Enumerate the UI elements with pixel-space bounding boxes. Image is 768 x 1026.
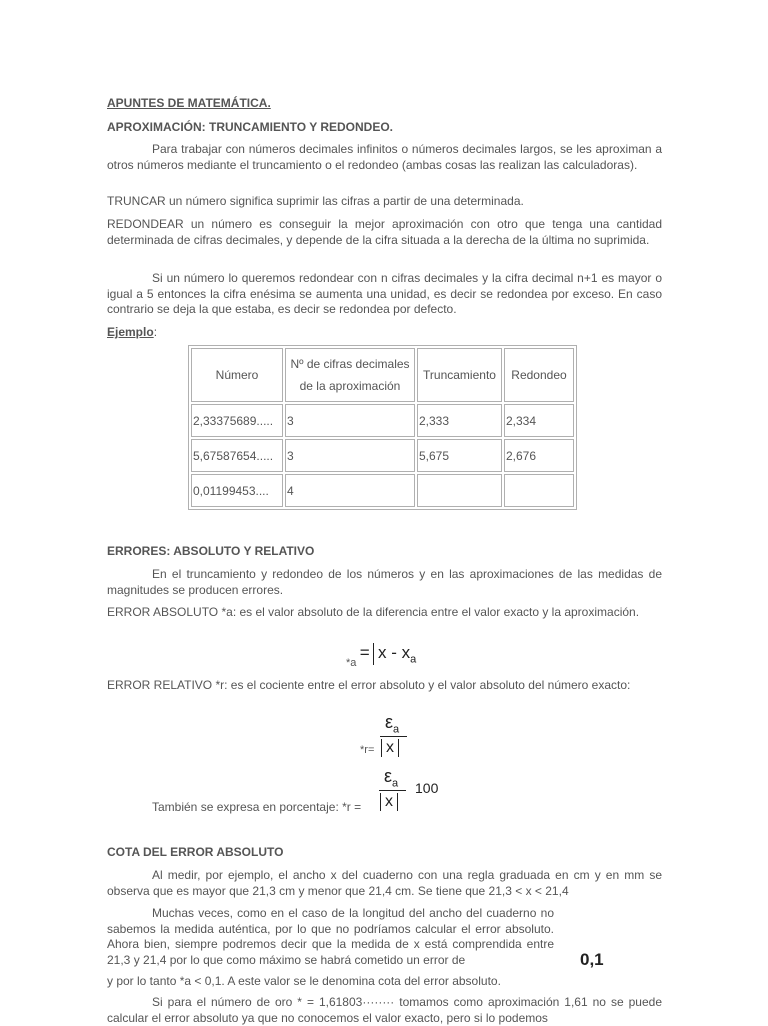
relative-error-formula: [360, 712, 420, 762]
fraction-line: [379, 790, 406, 791]
error-bound-value: 0,1: [580, 950, 604, 969]
table-header-cell: Número: [191, 348, 283, 402]
paragraph: Al medir, por ejemplo, el ancho x del cuaderno con una regla graduada en cm y en mm se observa que es mayor que 21,3 cm y menor que 21,4 cm. Se tiene que 21,3 < x < 21,4: [107, 868, 662, 898]
paragraph: Para trabajar con números decimales infinitos o números decimales largos, se les aproximan a otros números mediante el truncamiento o el redondeo (ambas cosas las realizan las calculadoras).: [107, 142, 662, 172]
paragraph: ERROR ABSOLUTO *a: es el valor absoluto de la diferencia entre el valor exacto y la aproximación.: [107, 605, 640, 619]
formula-sub-a: a: [410, 653, 417, 666]
table-cell: [417, 474, 502, 507]
table-cell: 5,67587654.....: [191, 439, 283, 472]
formula-lhs: *r=: [360, 744, 375, 756]
example-word: Ejemplo: [107, 325, 154, 339]
table-cell: 5,675: [417, 439, 502, 472]
section-heading-aproximacion: APROXIMACIÓN: TRUNCAMIENTO Y REDONDEO.: [107, 120, 394, 134]
epsilon-symbol: $\varepsilon_a$: [384, 766, 399, 790]
formula-xa: x: [401, 643, 411, 662]
paragraph: En el truncamiento y redondeo de los números y en las aproximaciones de las medidas de magnitudes se producen errores.: [107, 567, 662, 597]
example-label: [107, 325, 662, 341]
abs-value: [373, 643, 420, 665]
table-cell: 2,33375689.....: [191, 404, 283, 437]
table-cell: 2,333: [417, 404, 502, 437]
example-colon: :: [153, 325, 158, 339]
denominator-abs-x: x: [380, 793, 398, 811]
paragraph: ERROR RELATIVO *r: es el cociente entre el error absoluto y el valor absoluto del número exacto:: [107, 678, 631, 692]
table-header-cell: Redondeo: [504, 348, 574, 402]
table-row: [191, 439, 574, 472]
fraction-line: [380, 736, 407, 737]
paragraph: y por lo tanto *a < 0,1. A este valor se le denomina cota del error absoluto.: [107, 974, 501, 988]
paragraph: REDONDEAR un número es conseguir la mejor aproximación con otro que tenga una cantidad determinada de cifras decimales, y depende de la cifra situada a la derecha de la última no suprimida.: [107, 217, 662, 247]
formula-x: x: [378, 643, 387, 662]
hundred-factor: 100: [415, 780, 439, 796]
paragraph: TRUNCAR un número significa suprimir las cifras a partir de una determinada.: [107, 194, 524, 208]
table-cell: [504, 474, 574, 507]
table-row: [191, 404, 574, 437]
table-cell: 2,334: [504, 404, 574, 437]
table-cell: 3: [285, 439, 415, 472]
paragraph: Muchas veces, como en el caso de la longitud del ancho del cuaderno no sabemos la medida auténtica, por lo que no podríamos calcular el error absoluto. Ahora bien, siempre podremos decir que la medida de x está comprendida entre 21,3 y 21,4 por lo que como máximo se habrá cometido un error de: [107, 906, 554, 967]
percentage-formula: [107, 766, 507, 816]
epsilon-symbol: $\varepsilon_a$: [385, 712, 400, 736]
table-header-cell: Nº de cifras decimales de la aproximación: [285, 348, 415, 402]
table-header-row: [191, 348, 574, 402]
formula-lhs: *a: [346, 657, 357, 669]
table-cell: 4: [285, 474, 415, 507]
formula-equals: =: [359, 643, 370, 662]
percentage-text: También se expresa en porcentaje: *r =: [152, 800, 362, 814]
table-header-cell: Truncamiento: [417, 348, 502, 402]
paragraph: Si un número lo queremos redondear con n cifras decimales y la cifra decimal n+1 es mayor o igual a 5 entonces la cifra enésima se aumenta una unidad, es decir se redondea por exceso. En caso contrario se deja la que estaba, es decir se redondea por defecto.: [107, 271, 662, 316]
example-table: [188, 345, 577, 510]
section-heading-cota: COTA DEL ERROR ABSOLUTO: [107, 845, 284, 859]
table-cell: 3: [285, 404, 415, 437]
page-title: APUNTES DE MATEMÁTICA.: [107, 96, 271, 110]
denominator-abs-x: x: [381, 739, 399, 757]
table-row: [191, 474, 574, 507]
table-cell: 0,01199453....: [191, 474, 283, 507]
formula-minus: -: [391, 643, 397, 662]
paragraph: Si para el número de oro * = 1,61803········ tomamos como aproximación 1,61 no se puede calcular el error absoluto ya que no conocemos el valor exacto, pero si lo podemos: [107, 995, 662, 1025]
absolute-error-formula: [346, 643, 420, 669]
section-heading-errores: ERRORES: ABSOLUTO Y RELATIVO: [107, 544, 315, 558]
table-cell: 2,676: [504, 439, 574, 472]
